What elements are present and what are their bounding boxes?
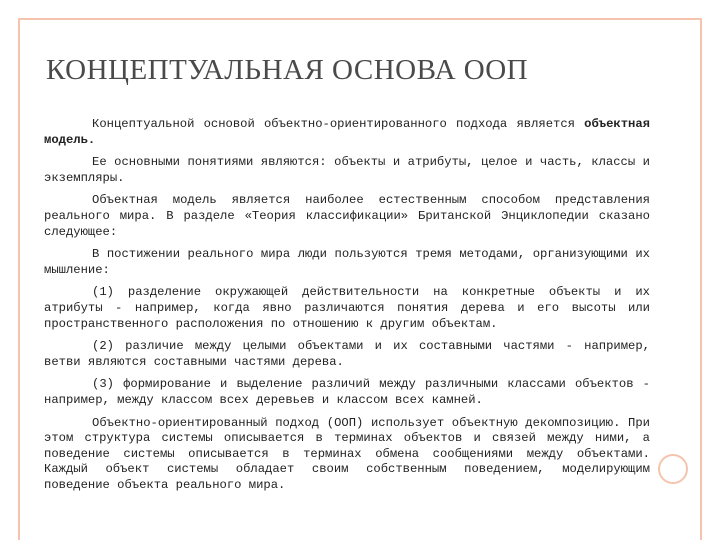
- paragraph-1-text: Концептуальной основой объектно-ориентированного подхода является: [92, 117, 585, 131]
- slide-body: [44, 117, 650, 500]
- paragraph-4: В постижении реального мира люди пользуются тремя методами, организующими их мышление:: [44, 247, 650, 277]
- decorative-circle: [658, 454, 688, 484]
- paragraph-8: Объектно-ориентированный подход (ООП) использует объектную декомпозицию. При этом структура системы описывается в терминах объектов и связей между ними, а поведение системы описывается в терминах обмена сообщениями между объектами. Каждый объект системы обладает своим собственным поведением, моделирующим поведение объекта реального мира.: [44, 415, 650, 492]
- paragraph-2: Ее основными понятиями являются: объекты и атрибуты, целое и часть, классы и экземпляры.: [44, 155, 650, 185]
- paragraph-1: [44, 117, 650, 148]
- paragraph-1-bold: объектная модель.: [44, 117, 650, 147]
- paragraph-3: Объектная модель является наиболее естественным способом представления реального мира. В разделе «Теория классификации» Британской Энциклопедии сказано следующее:: [44, 193, 650, 239]
- paragraph-7: (3) формирование и выделение различий между различными классами объектов - например, между классом всех деревьев и классом всех камней.: [44, 377, 650, 407]
- slide-title: КОНЦЕПТУАЛЬНАЯ ОСНОВА ООП: [46, 54, 529, 86]
- paragraph-6: (2) различие между целыми объектами и их составными частями - например, ветви являются составными частями дерева.: [44, 339, 650, 369]
- paragraph-5: (1) разделение окружающей действительности на конкретные объекты и их атрибуты - например, когда явно различаются понятия дерева и его высоты или пространственного расположения по отношению к другим объектам.: [44, 285, 650, 331]
